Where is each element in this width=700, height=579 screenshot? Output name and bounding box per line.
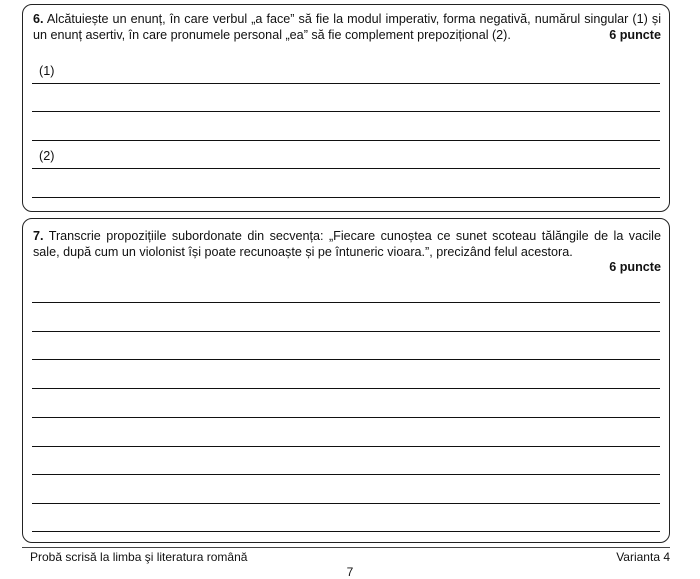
answer-line[interactable] xyxy=(32,359,660,360)
points-label: 6 puncte xyxy=(609,259,661,274)
points-label: 6 puncte xyxy=(609,27,661,42)
footer-divider xyxy=(22,547,670,548)
answer-line[interactable] xyxy=(32,503,660,504)
answer-line[interactable] xyxy=(32,302,660,303)
answer-line[interactable] xyxy=(32,388,660,389)
answer-line[interactable] xyxy=(32,140,660,141)
answer-line[interactable] xyxy=(32,531,660,532)
footer-exam-title: Probă scrisă la limba şi literatura română xyxy=(30,550,248,564)
question-number: 6. xyxy=(33,12,44,26)
item-label-1: (1) xyxy=(39,64,55,78)
item-label-2: (2) xyxy=(39,149,55,163)
question-6-box xyxy=(22,4,670,212)
question-7-text-block xyxy=(33,229,661,260)
answer-line[interactable] xyxy=(32,331,660,332)
answer-line[interactable] xyxy=(32,83,660,84)
footer-variant: Varianta 4 xyxy=(616,550,670,564)
page-number: 7 xyxy=(346,565,354,579)
question-number: 7. xyxy=(33,229,44,243)
question-7-box xyxy=(22,218,670,543)
question-text: Alcătuiește un enunț, în care verbul „a face” să fie la modul imperativ, forma negativă, numărul singular (1) și un enunț asertiv, în care pronumele personal „ea” să fie complement prepozițional (2). xyxy=(33,12,661,42)
answer-line[interactable] xyxy=(32,474,660,475)
answer-line[interactable] xyxy=(32,197,660,198)
answer-line[interactable] xyxy=(32,111,660,112)
question-text: Transcrie propozițiile subordonate din secvența: „Fiecare cunoștea ce sunet scoteau tălăngile de la vacile sale, după cum un violonist își poate recunoaște și pe întuneric vioara.”, precizând felul acestora. xyxy=(33,229,661,259)
answer-line[interactable] xyxy=(32,417,660,418)
question-6-text-block xyxy=(33,12,661,43)
answer-line[interactable] xyxy=(32,446,660,447)
answer-line[interactable] xyxy=(32,168,660,169)
